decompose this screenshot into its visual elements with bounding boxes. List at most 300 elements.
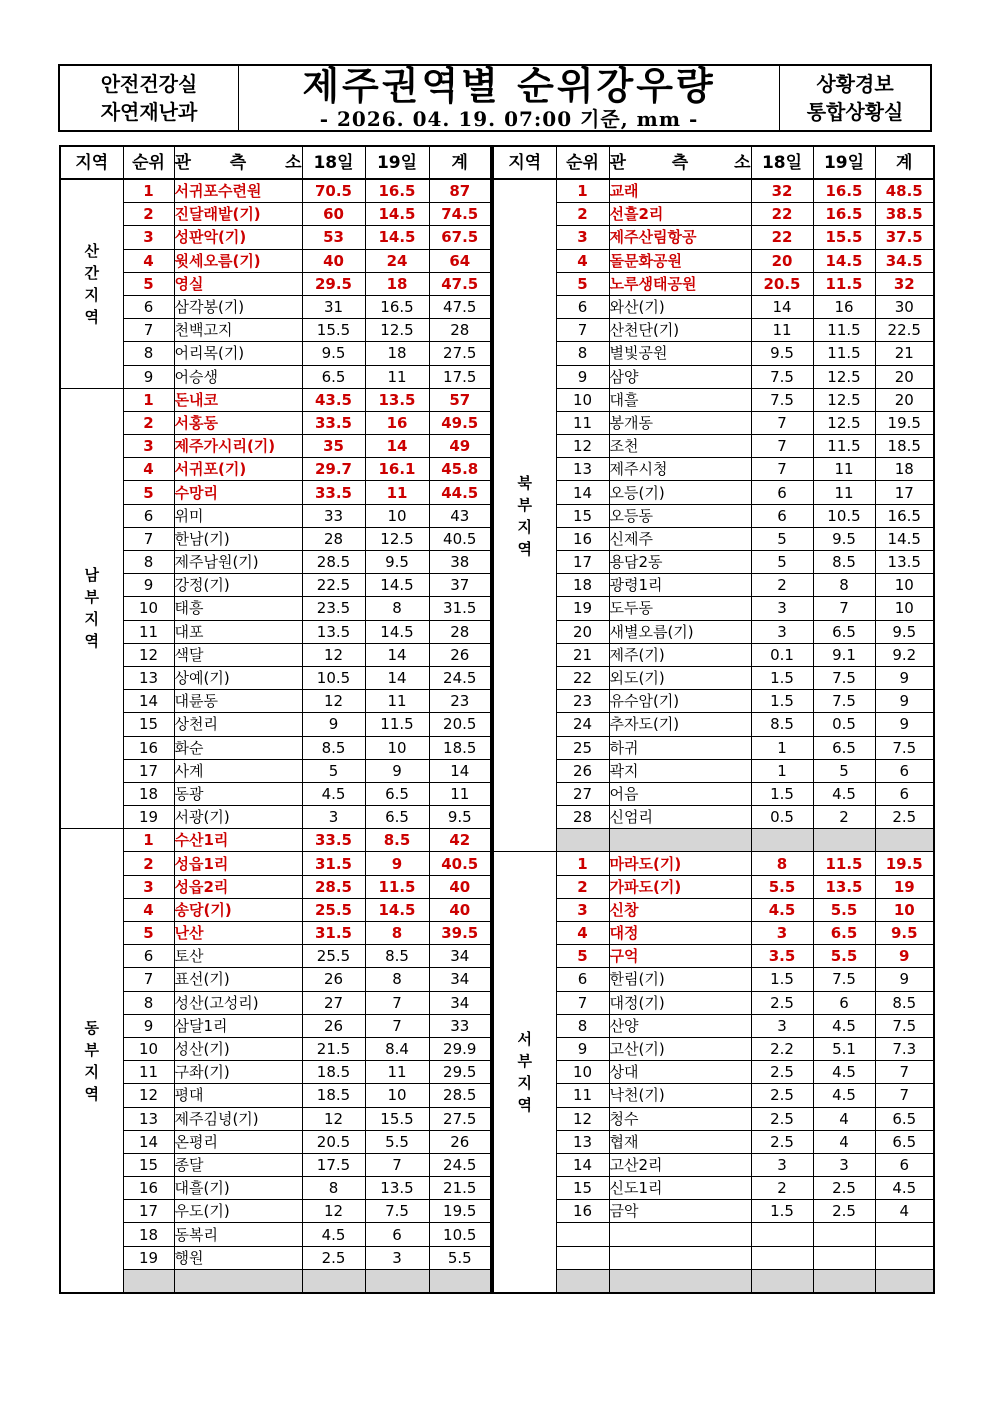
total-cell: 40 — [429, 898, 491, 921]
station-cell: 새별오름(기) — [609, 620, 751, 643]
station-cell: 평대 — [174, 1084, 302, 1107]
total-cell: 9 — [875, 713, 934, 736]
table-row — [493, 898, 934, 921]
station-cell: 제주김녕(기) — [174, 1107, 302, 1130]
col-day1: 18일 — [751, 146, 813, 179]
day2-cell: 10 — [365, 736, 429, 759]
rank-cell: 4 — [556, 249, 609, 272]
total-cell: 29.9 — [429, 1037, 491, 1060]
blank-cell — [609, 1223, 751, 1246]
rank-cell: 14 — [123, 1130, 174, 1153]
total-cell: 7.5 — [875, 1014, 934, 1037]
station-cell: 성판악(기) — [174, 226, 302, 249]
total-cell: 9.2 — [875, 643, 934, 666]
total-cell: 9 — [875, 690, 934, 713]
station-cell: 동광 — [174, 782, 302, 805]
station-cell: 제주산림항공 — [609, 226, 751, 249]
day1-cell: 9.5 — [751, 342, 813, 365]
table-row — [493, 365, 934, 388]
table-row — [493, 295, 934, 318]
total-cell: 29.5 — [429, 1061, 491, 1084]
day1-cell: 4.5 — [302, 782, 365, 805]
day1-cell: 53 — [302, 226, 365, 249]
table-row — [60, 1200, 491, 1223]
total-cell: 19 — [875, 875, 934, 898]
station-cell: 삼달1리 — [174, 1014, 302, 1037]
rank-cell: 18 — [123, 1223, 174, 1246]
day1-cell: 14 — [751, 295, 813, 318]
day1-cell: 31.5 — [302, 922, 365, 945]
day1-cell: 32 — [751, 179, 813, 203]
region-char: 역 — [84, 1084, 99, 1103]
blank-cell — [365, 1269, 429, 1293]
rank-cell: 18 — [123, 782, 174, 805]
day1-cell: 2.5 — [751, 1061, 813, 1084]
table-row — [493, 1107, 934, 1130]
day1-cell: 70.5 — [302, 179, 365, 203]
station-cell: 봉개동 — [609, 411, 751, 434]
day2-cell: 11 — [365, 690, 429, 713]
station-cell: 산천단(기) — [609, 319, 751, 342]
total-cell: 19.5 — [429, 1200, 491, 1223]
region-char: 역 — [517, 539, 532, 558]
table-row — [493, 968, 934, 991]
day2-cell: 8.4 — [365, 1037, 429, 1060]
region-char: 지 — [84, 1062, 99, 1081]
blank-cell — [429, 1269, 491, 1293]
day2-cell: 12.5 — [365, 319, 429, 342]
day2-cell: 11.5 — [813, 435, 875, 458]
table-row — [493, 945, 934, 968]
total-cell: 28 — [429, 319, 491, 342]
rank-cell: 14 — [556, 1153, 609, 1176]
station-cell: 청수 — [609, 1107, 751, 1130]
table-row — [60, 945, 491, 968]
total-cell: 38.5 — [875, 203, 934, 226]
station-cell: 용담2동 — [609, 551, 751, 574]
table-row — [60, 1177, 491, 1200]
table-row — [60, 1153, 491, 1176]
day1-cell: 1 — [751, 759, 813, 782]
station-cell: 마라도(기) — [609, 852, 751, 875]
rank-cell: 22 — [556, 666, 609, 689]
day2-cell: 14.5 — [365, 620, 429, 643]
day2-cell: 18 — [365, 272, 429, 295]
blank-cell — [609, 829, 751, 852]
total-cell: 7 — [875, 1084, 934, 1107]
total-cell: 24.5 — [429, 1153, 491, 1176]
day2-cell: 12.5 — [813, 365, 875, 388]
total-cell: 13.5 — [875, 551, 934, 574]
station-cell: 제주(기) — [609, 643, 751, 666]
station-cell: 종달 — [174, 1153, 302, 1176]
rank-cell: 5 — [123, 922, 174, 945]
day1-cell: 12 — [302, 690, 365, 713]
day1-cell: 23.5 — [302, 597, 365, 620]
blank-cell — [302, 1269, 365, 1293]
day1-cell: 22 — [751, 203, 813, 226]
total-cell: 57 — [429, 388, 491, 411]
station-cell: 돈내코 — [174, 388, 302, 411]
station-cell: 노루생태공원 — [609, 272, 751, 295]
day2-cell: 13.5 — [365, 1177, 429, 1200]
table-row — [60, 295, 491, 318]
day2-cell: 7.5 — [813, 968, 875, 991]
table-row — [493, 736, 934, 759]
day1-cell: 11 — [751, 319, 813, 342]
day1-cell: 9 — [302, 713, 365, 736]
total-cell: 37 — [429, 574, 491, 597]
table-row — [60, 388, 491, 411]
rank-cell: 7 — [123, 319, 174, 342]
col-day2: 19일 — [365, 146, 429, 179]
region-char: 지 — [84, 285, 99, 304]
day2-cell: 15.5 — [813, 226, 875, 249]
table-header-row — [493, 146, 934, 179]
table-row — [60, 1107, 491, 1130]
day2-cell: 9 — [365, 759, 429, 782]
rank-cell: 1 — [556, 852, 609, 875]
day2-cell: 16.5 — [813, 179, 875, 203]
day1-cell: 3 — [751, 620, 813, 643]
day1-cell: 26 — [302, 1014, 365, 1037]
day2-cell: 11.5 — [813, 342, 875, 365]
day2-cell: 9 — [365, 852, 429, 875]
rank-cell: 25 — [556, 736, 609, 759]
day2-cell: 0.5 — [813, 713, 875, 736]
region-char: 부 — [84, 588, 99, 607]
rank-cell: 9 — [123, 365, 174, 388]
blank-cell — [609, 1269, 751, 1293]
table-row — [60, 1130, 491, 1153]
total-cell: 4.5 — [875, 1177, 934, 1200]
right-rainfall-table — [492, 145, 935, 1294]
table-row — [493, 551, 934, 574]
station-cell: 송당(기) — [174, 898, 302, 921]
total-cell: 2.5 — [875, 806, 934, 829]
day2-cell: 6 — [365, 1223, 429, 1246]
day2-cell: 16 — [365, 411, 429, 434]
day2-cell: 12.5 — [813, 388, 875, 411]
day2-cell: 6.5 — [813, 736, 875, 759]
total-cell: 40.5 — [429, 527, 491, 550]
rank-cell: 19 — [123, 806, 174, 829]
rank-cell: 9 — [123, 1014, 174, 1037]
table-row — [60, 342, 491, 365]
rank-cell: 3 — [123, 435, 174, 458]
day2-cell: 7 — [365, 1153, 429, 1176]
table-row — [60, 365, 491, 388]
day1-cell: 12 — [302, 643, 365, 666]
day1-cell: 33 — [302, 504, 365, 527]
station-cell: 유수암(기) — [609, 690, 751, 713]
station-cell: 곽지 — [609, 759, 751, 782]
rank-cell: 1 — [123, 829, 174, 852]
rank-cell: 9 — [123, 574, 174, 597]
rank-cell: 4 — [123, 249, 174, 272]
total-cell: 18 — [875, 458, 934, 481]
department-line-2: 자연재난과 — [100, 100, 198, 124]
table-row — [60, 481, 491, 504]
region-char: 역 — [517, 1096, 532, 1115]
rank-cell: 23 — [556, 690, 609, 713]
total-cell: 7.3 — [875, 1037, 934, 1060]
rank-cell: 3 — [556, 226, 609, 249]
table-row — [493, 1061, 934, 1084]
day1-cell: 25.5 — [302, 898, 365, 921]
table-row — [60, 991, 491, 1014]
table-row — [60, 1084, 491, 1107]
table-row — [493, 1177, 934, 1200]
day2-cell: 7 — [365, 991, 429, 1014]
region-label — [493, 179, 556, 852]
rank-cell: 4 — [556, 922, 609, 945]
table-row — [493, 991, 934, 1014]
day2-cell: 2.5 — [813, 1200, 875, 1223]
rank-cell: 3 — [123, 226, 174, 249]
day1-cell: 28 — [302, 527, 365, 550]
rank-cell: 3 — [123, 875, 174, 898]
rank-cell: 16 — [556, 1200, 609, 1223]
table-row — [493, 342, 934, 365]
station-cell: 어리목(기) — [174, 342, 302, 365]
rank-cell: 19 — [556, 597, 609, 620]
rank-cell: 5 — [556, 272, 609, 295]
total-cell: 5.5 — [429, 1246, 491, 1269]
day1-cell: 18.5 — [302, 1061, 365, 1084]
day2-cell: 13.5 — [813, 875, 875, 898]
region-char: 역 — [84, 307, 99, 326]
left-table-body — [60, 179, 491, 1293]
region-char: 지 — [517, 1074, 532, 1093]
total-cell: 87 — [429, 179, 491, 203]
blank-cell — [751, 1223, 813, 1246]
region-label — [493, 852, 556, 1293]
total-cell: 43 — [429, 504, 491, 527]
table-row — [493, 1153, 934, 1176]
station-cell: 어음 — [609, 782, 751, 805]
office-line-1: 상황경보 — [816, 72, 894, 96]
station-cell: 대정 — [609, 922, 751, 945]
day2-cell: 3 — [365, 1246, 429, 1269]
col-region: 지역 — [493, 146, 556, 179]
day2-cell: 11.5 — [365, 713, 429, 736]
station-cell: 오등(기) — [609, 481, 751, 504]
total-cell: 10 — [875, 597, 934, 620]
total-cell: 33 — [429, 1014, 491, 1037]
blank-cell — [123, 1269, 174, 1293]
total-cell: 4 — [875, 1200, 934, 1223]
table-row — [493, 1037, 934, 1060]
col-station: 관 측 소 — [609, 146, 751, 179]
day1-cell: 21.5 — [302, 1037, 365, 1060]
day2-cell: 16.5 — [365, 295, 429, 318]
station-cell: 천백고지 — [174, 319, 302, 342]
department-line-1: 안전건강실 — [100, 72, 198, 96]
rank-cell: 19 — [123, 1246, 174, 1269]
day1-cell: 3 — [751, 1014, 813, 1037]
table-row — [60, 852, 491, 875]
table-row — [493, 690, 934, 713]
table-row — [60, 574, 491, 597]
total-cell: 32 — [875, 272, 934, 295]
rank-cell: 8 — [123, 551, 174, 574]
table-row — [60, 319, 491, 342]
station-cell: 와산(기) — [609, 295, 751, 318]
day1-cell: 60 — [302, 203, 365, 226]
day1-cell: 2.5 — [751, 1130, 813, 1153]
day1-cell: 10.5 — [302, 666, 365, 689]
day1-cell: 1 — [751, 736, 813, 759]
region-char: 부 — [517, 495, 532, 514]
station-cell: 신엄리 — [609, 806, 751, 829]
station-cell: 도두동 — [609, 597, 751, 620]
day2-cell: 14.5 — [813, 249, 875, 272]
rank-cell: 16 — [123, 736, 174, 759]
table-row — [493, 806, 934, 829]
station-cell: 대정(기) — [609, 991, 751, 1014]
day1-cell: 33.5 — [302, 481, 365, 504]
station-cell: 화순 — [174, 736, 302, 759]
day2-cell: 7.5 — [813, 666, 875, 689]
day1-cell: 20.5 — [751, 272, 813, 295]
total-cell: 18.5 — [875, 435, 934, 458]
rank-cell: 5 — [123, 272, 174, 295]
station-cell: 성산(기) — [174, 1037, 302, 1060]
rank-cell: 11 — [123, 620, 174, 643]
station-cell: 대흘 — [609, 388, 751, 411]
table-row — [493, 504, 934, 527]
day2-cell: 12.5 — [365, 527, 429, 550]
station-cell: 행원 — [174, 1246, 302, 1269]
day2-cell: 14.5 — [365, 203, 429, 226]
office-line-2: 통합상황실 — [806, 100, 904, 124]
total-cell: 37.5 — [875, 226, 934, 249]
day2-cell: 2 — [813, 806, 875, 829]
day1-cell: 17.5 — [302, 1153, 365, 1176]
day1-cell: 8 — [302, 1177, 365, 1200]
day2-cell: 8 — [365, 922, 429, 945]
table-row — [493, 179, 934, 203]
rank-cell: 12 — [123, 1084, 174, 1107]
day1-cell: 2.5 — [751, 1084, 813, 1107]
table-row — [493, 713, 934, 736]
day2-cell: 6.5 — [813, 620, 875, 643]
day1-cell: 28.5 — [302, 551, 365, 574]
col-day2: 19일 — [813, 146, 875, 179]
day2-cell: 14.5 — [365, 574, 429, 597]
rank-cell: 17 — [556, 551, 609, 574]
day1-cell: 6 — [751, 481, 813, 504]
blank-cell — [813, 1223, 875, 1246]
table-row — [60, 666, 491, 689]
total-cell: 28 — [429, 620, 491, 643]
station-cell: 동복리 — [174, 1223, 302, 1246]
col-rank: 순위 — [123, 146, 174, 179]
table-row — [493, 411, 934, 434]
station-cell: 고산2리 — [609, 1153, 751, 1176]
total-cell: 67.5 — [429, 226, 491, 249]
rank-cell: 11 — [123, 1061, 174, 1084]
rank-cell: 14 — [123, 690, 174, 713]
total-cell: 9 — [875, 666, 934, 689]
total-cell: 64 — [429, 249, 491, 272]
total-cell: 27.5 — [429, 342, 491, 365]
station-cell: 대륜동 — [174, 690, 302, 713]
day1-cell: 3 — [751, 597, 813, 620]
station-cell: 서홍동 — [174, 411, 302, 434]
region-char: 산 — [84, 241, 99, 260]
blank-cell — [556, 1269, 609, 1293]
table-row — [493, 481, 934, 504]
total-cell: 6 — [875, 1153, 934, 1176]
total-cell: 20 — [875, 388, 934, 411]
day1-cell: 31.5 — [302, 852, 365, 875]
table-row — [60, 203, 491, 226]
rank-cell: 7 — [556, 991, 609, 1014]
day2-cell: 11.5 — [813, 852, 875, 875]
station-cell: 서귀포(기) — [174, 458, 302, 481]
station-cell: 색달 — [174, 643, 302, 666]
station-cell: 조천 — [609, 435, 751, 458]
day2-cell: 16.5 — [365, 179, 429, 203]
blank-row — [493, 1246, 934, 1269]
station-cell: 상대 — [609, 1061, 751, 1084]
table-row — [60, 1246, 491, 1269]
total-cell: 28.5 — [429, 1084, 491, 1107]
day1-cell: 35 — [302, 435, 365, 458]
day2-cell: 4.5 — [813, 782, 875, 805]
region-label — [60, 388, 123, 829]
rank-cell: 10 — [123, 1037, 174, 1060]
rank-cell: 24 — [556, 713, 609, 736]
station-cell: 토산 — [174, 945, 302, 968]
table-row — [60, 643, 491, 666]
region-char: 부 — [84, 1040, 99, 1059]
day2-cell: 11 — [813, 481, 875, 504]
rank-cell: 16 — [123, 1177, 174, 1200]
rank-cell: 8 — [556, 342, 609, 365]
day2-cell: 14 — [365, 666, 429, 689]
rank-cell: 11 — [556, 411, 609, 434]
day1-cell: 0.5 — [751, 806, 813, 829]
day1-cell: 6 — [751, 504, 813, 527]
station-cell: 선흘2리 — [609, 203, 751, 226]
rank-cell: 20 — [556, 620, 609, 643]
blank-row — [60, 1269, 491, 1293]
rank-cell: 2 — [123, 203, 174, 226]
blank-cell — [174, 1269, 302, 1293]
table-row — [493, 1200, 934, 1223]
table-row — [60, 806, 491, 829]
total-cell: 9.5 — [875, 922, 934, 945]
station-cell: 강정(기) — [174, 574, 302, 597]
page-title: 제주권역별 순위강우량 — [302, 64, 716, 108]
table-row — [493, 643, 934, 666]
table-row — [60, 226, 491, 249]
total-cell: 49.5 — [429, 411, 491, 434]
table-row — [493, 922, 934, 945]
total-cell: 6 — [875, 782, 934, 805]
day1-cell: 26 — [302, 968, 365, 991]
day2-cell: 14 — [365, 435, 429, 458]
station-cell: 하귀 — [609, 736, 751, 759]
total-cell: 42 — [429, 829, 491, 852]
station-cell: 난산 — [174, 922, 302, 945]
day1-cell: 2.2 — [751, 1037, 813, 1060]
day2-cell: 8.5 — [365, 829, 429, 852]
day2-cell: 16.1 — [365, 458, 429, 481]
